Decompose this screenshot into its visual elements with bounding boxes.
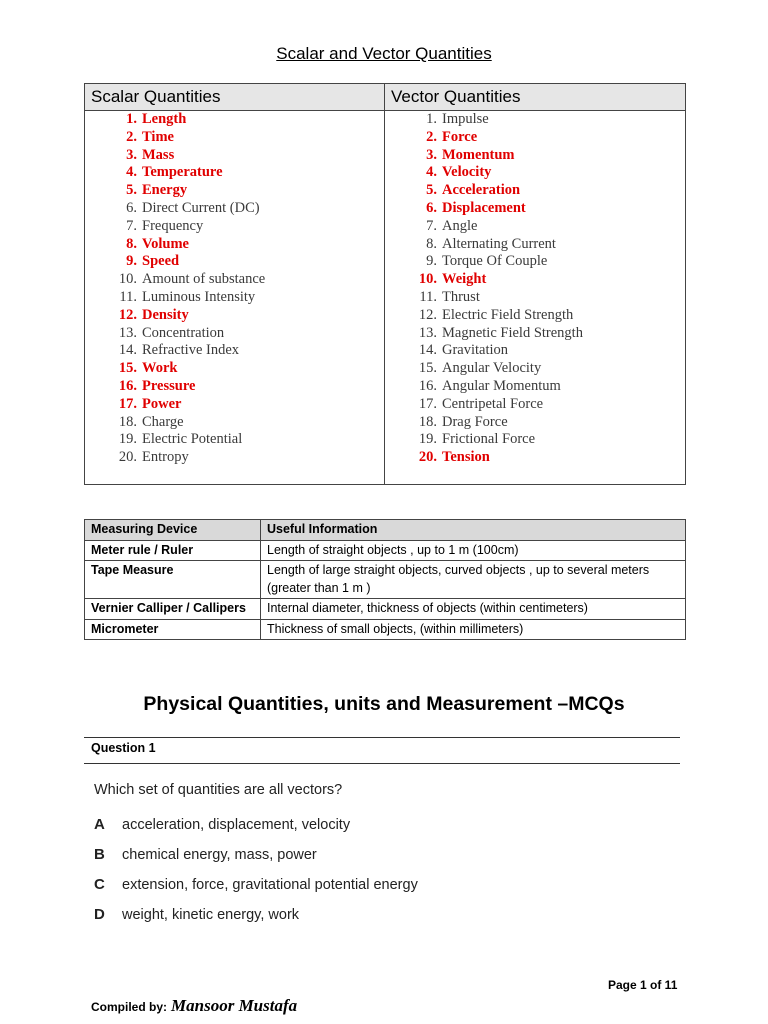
list-item-name: Volume bbox=[142, 235, 189, 252]
list-item-name: Temperature bbox=[142, 164, 223, 181]
info-header: Useful Information bbox=[261, 520, 686, 541]
list-item bbox=[385, 325, 685, 343]
option-b bbox=[94, 846, 317, 863]
list-item-number: 9. bbox=[126, 253, 137, 270]
list-item bbox=[85, 129, 384, 147]
device-cell: Meter rule / Ruler bbox=[85, 540, 261, 561]
option-letter: D bbox=[94, 906, 105, 923]
list-item-name: Mass bbox=[142, 146, 175, 163]
list-item-number: 6. bbox=[426, 199, 437, 216]
list-item-number: 17. bbox=[118, 395, 137, 412]
list-item-number: 12. bbox=[418, 306, 437, 323]
table-row bbox=[85, 619, 686, 640]
list-item-name: Charge bbox=[142, 413, 184, 430]
list-item-number: 6. bbox=[126, 199, 137, 216]
list-item-number: 14. bbox=[418, 342, 437, 359]
list-item bbox=[385, 289, 685, 307]
list-item-name: Time bbox=[142, 128, 174, 145]
list-item bbox=[85, 289, 384, 307]
list-item-number: 11. bbox=[119, 288, 137, 305]
list-item-name: Thrust bbox=[442, 288, 480, 305]
list-item-number: 4. bbox=[426, 164, 437, 181]
list-item bbox=[85, 236, 384, 254]
list-item-number: 10. bbox=[118, 271, 137, 288]
list-item-name: Energy bbox=[142, 182, 188, 199]
divider bbox=[84, 763, 680, 764]
option-letter: B bbox=[94, 846, 105, 863]
option-text: weight, kinetic energy, work bbox=[122, 907, 300, 923]
list-item-number: 20. bbox=[418, 449, 437, 466]
list-item bbox=[85, 360, 384, 378]
info-cell: Internal diameter, thickness of objects (within centimeters) bbox=[261, 599, 686, 620]
list-item-number: 12. bbox=[118, 306, 137, 323]
list-item-name: Density bbox=[142, 306, 189, 323]
list-item-number: 8. bbox=[426, 235, 437, 252]
list-item bbox=[85, 342, 384, 360]
list-item bbox=[85, 111, 384, 129]
option-c bbox=[94, 876, 418, 893]
list-item-number: 15. bbox=[418, 360, 437, 377]
page-title: Scalar and Vector Quantities bbox=[276, 44, 492, 63]
device-cell: Vernier Calliper / Callipers bbox=[85, 599, 261, 620]
list-item-number: 7. bbox=[426, 217, 437, 234]
list-item bbox=[85, 253, 384, 271]
list-item-number: 3. bbox=[126, 146, 137, 163]
list-item-number: 9. bbox=[426, 253, 437, 270]
list-item bbox=[385, 271, 685, 289]
list-item-name: Electric Field Strength bbox=[442, 306, 574, 323]
list-item-number: 20. bbox=[118, 449, 137, 466]
list-item-number: 10. bbox=[418, 271, 437, 288]
divider bbox=[84, 737, 680, 738]
list-item-number: 1. bbox=[426, 111, 437, 127]
list-item-number: 5. bbox=[126, 182, 137, 199]
list-item-name: Angle bbox=[442, 217, 478, 234]
table-row bbox=[85, 540, 686, 561]
list-item-number: 16. bbox=[118, 377, 137, 394]
list-item bbox=[385, 218, 685, 236]
list-item-name: Gravitation bbox=[442, 342, 509, 359]
list-item-name: Acceleration bbox=[442, 182, 521, 199]
list-item-name: Angular Momentum bbox=[442, 377, 561, 394]
list-item-name: Magnetic Field Strength bbox=[442, 324, 583, 341]
list-item-name: Work bbox=[142, 360, 178, 377]
list-item-name: Velocity bbox=[442, 164, 492, 181]
option-text: acceleration, displacement, velocity bbox=[122, 817, 351, 833]
scalar-column bbox=[85, 111, 385, 485]
list-item-name: Power bbox=[142, 395, 182, 412]
list-item-name: Amount of substance bbox=[142, 271, 266, 288]
author-name: Mansoor Mustafa bbox=[171, 996, 298, 1015]
list-item-number: 2. bbox=[426, 128, 437, 145]
compiled-label: Compiled by: bbox=[91, 1000, 168, 1014]
list-item-number: 19. bbox=[118, 431, 137, 448]
list-item-name: Displacement bbox=[442, 199, 526, 216]
list-item bbox=[385, 147, 685, 165]
scalar-header: Scalar Quantities bbox=[85, 84, 385, 111]
option-letter: A bbox=[94, 816, 105, 833]
list-item-name: Angular Velocity bbox=[442, 360, 542, 377]
list-item-number: 14. bbox=[118, 342, 137, 359]
list-item bbox=[385, 236, 685, 254]
list-item-name: Concentration bbox=[142, 324, 225, 341]
list-item bbox=[85, 182, 384, 200]
device-cell: Micrometer bbox=[85, 619, 261, 640]
vector-column bbox=[385, 111, 686, 485]
list-item-name: Frequency bbox=[142, 217, 204, 234]
list-item-name: Torque Of Couple bbox=[442, 253, 548, 270]
list-item bbox=[385, 200, 685, 218]
list-item-number: 15. bbox=[118, 360, 137, 377]
measuring-device-table bbox=[84, 519, 686, 640]
list-item bbox=[385, 378, 685, 396]
scalar-vector-table bbox=[84, 83, 686, 485]
scalar-list bbox=[85, 111, 384, 467]
list-item-name: Weight bbox=[442, 271, 487, 288]
list-item-name: Electric Potential bbox=[142, 431, 243, 448]
mcq-section-title: Physical Quantities, units and Measurement –MCQs bbox=[143, 693, 625, 715]
page-number: Page 1 of 11 bbox=[608, 978, 678, 992]
list-item bbox=[85, 431, 384, 449]
list-item-name: Refractive Index bbox=[142, 342, 240, 359]
list-item bbox=[385, 360, 685, 378]
option-text: chemical energy, mass, power bbox=[122, 847, 317, 863]
info-cell: Length of large straight objects, curved objects , up to several meters (greater than 1 m ) bbox=[261, 561, 686, 599]
list-item-name: Centripetal Force bbox=[442, 395, 544, 412]
list-item bbox=[385, 431, 685, 449]
list-item bbox=[85, 307, 384, 325]
list-item-number: 18. bbox=[418, 413, 437, 430]
list-item bbox=[385, 307, 685, 325]
list-item-number: 8. bbox=[126, 235, 137, 252]
list-item bbox=[85, 378, 384, 396]
table-row bbox=[85, 599, 686, 620]
list-item-number: 13. bbox=[418, 324, 437, 341]
list-item-name: Impulse bbox=[442, 111, 489, 127]
list-item-name: Pressure bbox=[142, 377, 196, 394]
list-item bbox=[85, 414, 384, 432]
device-header: Measuring Device bbox=[85, 520, 261, 541]
list-item bbox=[85, 200, 384, 218]
vector-list bbox=[385, 111, 685, 467]
list-item-name: Tension bbox=[442, 449, 490, 466]
option-d bbox=[94, 906, 299, 923]
list-item-name: Alternating Current bbox=[442, 235, 556, 252]
list-item-number: 7. bbox=[126, 217, 137, 234]
list-item bbox=[85, 396, 384, 414]
list-item-number: 19. bbox=[418, 431, 437, 448]
list-item-name: Speed bbox=[142, 253, 180, 270]
list-item-name: Luminous Intensity bbox=[142, 288, 256, 305]
list-item-number: 3. bbox=[426, 146, 437, 163]
info-cell: Length of straight objects , up to 1 m (100cm) bbox=[261, 540, 686, 561]
list-item bbox=[385, 164, 685, 182]
list-item bbox=[85, 164, 384, 182]
list-item-name: Length bbox=[142, 111, 187, 127]
option-a bbox=[94, 816, 350, 833]
list-item-number: 13. bbox=[118, 324, 137, 341]
list-item bbox=[385, 342, 685, 360]
option-text: extension, force, gravitational potential energy bbox=[122, 877, 418, 893]
list-item-name: Drag Force bbox=[442, 413, 508, 430]
list-item bbox=[385, 182, 685, 200]
list-item bbox=[85, 271, 384, 289]
list-item-number: 18. bbox=[118, 413, 137, 430]
list-item bbox=[385, 111, 685, 129]
vector-header: Vector Quantities bbox=[385, 84, 686, 111]
list-item bbox=[85, 218, 384, 236]
list-item-number: 1. bbox=[126, 111, 137, 127]
list-item-number: 4. bbox=[126, 164, 137, 181]
device-cell: Tape Measure bbox=[85, 561, 261, 599]
list-item bbox=[85, 147, 384, 165]
list-item-number: 5. bbox=[426, 182, 437, 199]
list-item bbox=[385, 414, 685, 432]
list-item bbox=[85, 449, 384, 467]
question-label: Question 1 bbox=[91, 741, 156, 755]
question-text: Which set of quantities are all vectors? bbox=[94, 782, 343, 798]
list-item-name: Entropy bbox=[142, 449, 189, 466]
list-item bbox=[385, 129, 685, 147]
list-item-number: 2. bbox=[126, 128, 137, 145]
list-item-number: 17. bbox=[418, 395, 437, 412]
list-item-name: Force bbox=[442, 128, 478, 145]
list-item bbox=[385, 396, 685, 414]
list-item-number: 11. bbox=[419, 288, 437, 305]
list-item-name: Frictional Force bbox=[442, 431, 536, 448]
info-cell: Thickness of small objects, (within millimeters) bbox=[261, 619, 686, 640]
list-item-name: Momentum bbox=[442, 146, 515, 163]
list-item bbox=[85, 325, 384, 343]
option-letter: C bbox=[94, 876, 105, 893]
list-item bbox=[385, 253, 685, 271]
list-item bbox=[385, 449, 685, 467]
compiled-by bbox=[91, 996, 297, 1016]
list-item-number: 16. bbox=[418, 377, 437, 394]
list-item-name: Direct Current (DC) bbox=[142, 199, 260, 216]
table-row bbox=[85, 561, 686, 599]
